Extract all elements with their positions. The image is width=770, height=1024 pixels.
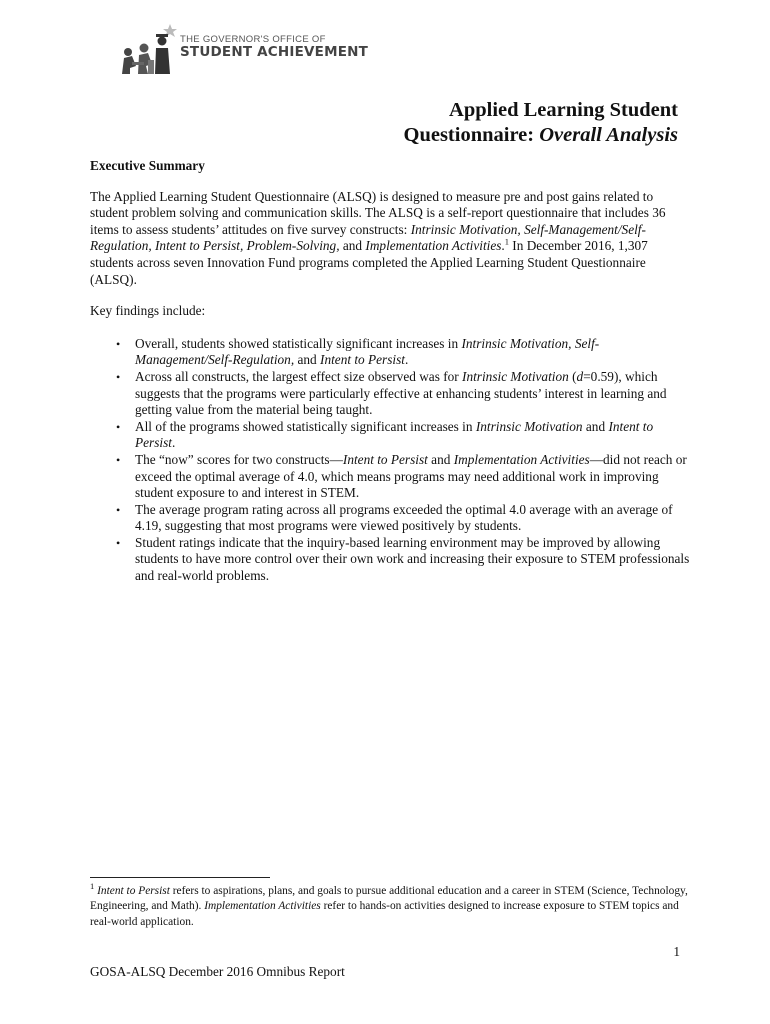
summary-italic-implementation: Implementation Activities	[365, 238, 502, 254]
list-item	[90, 336, 690, 369]
finding-italic: Intrinsic Motivation, Self-Management/Self-Regulation,	[135, 335, 600, 368]
summary-paragraph	[90, 189, 690, 289]
logo-text-line2: STUDENT ACHIEVEMENT	[180, 44, 369, 60]
document-body	[90, 158, 690, 585]
finding-text: .	[171, 435, 176, 451]
bullet-icon: •	[116, 419, 121, 434]
finding-text: The average program rating across all programs exceeded the optimal 4.0 average with an average of 4.19, suggesting that most programs were viewed positively by students.	[135, 501, 673, 534]
title-line-2	[278, 123, 678, 148]
page-number: 1	[673, 944, 680, 959]
finding-text: (	[568, 368, 577, 384]
list-item	[90, 369, 690, 419]
finding-text: Student ratings indicate that the inquiry-based learning environment may be improved by allowing students to have more control over their own work and increasing their exposure to STEM professionals and real-world problems.	[135, 534, 690, 584]
footnote-text-1: refers to aspirations, plans, and goals to pursue additional education and a career in STEM (Science, Technology, Engineering, and Math).	[90, 885, 688, 913]
students-graduate-logo-icon	[118, 22, 186, 74]
finding-text: All of the programs showed statistically significant increases in	[135, 418, 476, 434]
footnote-marker: 1	[90, 881, 95, 892]
gosa-logo	[118, 18, 369, 74]
executive-summary-heading: Executive Summary	[90, 158, 205, 173]
finding-text: and	[582, 418, 609, 434]
finding-text: .	[404, 352, 409, 368]
list-item	[90, 452, 690, 502]
finding-text: Overall, students showed statistically significant increases in	[135, 335, 462, 351]
bullet-icon: •	[116, 502, 121, 517]
logo-text-line1: THE GOVERNOR'S OFFICE OF	[180, 34, 326, 45]
finding-italic: d	[576, 368, 584, 384]
footnote-italic-1: Intent to Persist	[97, 885, 170, 897]
finding-text: and	[294, 352, 321, 368]
summary-text-4: In December 2016, 1,307 students across seven Innovation Fund programs completed the Applied Learning Student Questionnaire (ALSQ).	[90, 238, 648, 287]
finding-text: and	[427, 451, 454, 467]
summary-italic-constructs: Intrinsic Motivation, Self-Management/Self-Regulation, Intent to Persist, Problem-Solving,	[90, 221, 646, 254]
report-footer: GOSA-ALSQ December 2016 Omnibus Report	[90, 964, 345, 979]
bullet-icon: •	[116, 369, 121, 384]
key-findings-intro: Key findings include:	[90, 303, 206, 319]
key-findings-list	[90, 336, 690, 585]
footnote-text-2: refer to hands-on activities designed to increase exposure to STEM topics and real-world application.	[90, 900, 679, 928]
finding-italic: Intrinsic Motivation	[462, 368, 569, 384]
finding-italic: Intent to Persist	[320, 352, 405, 368]
summary-text-1: The Applied Learning Student Questionnaire (ALSQ) is designed to measure pre and post gains related to student problem solving and communication skills. The ALSQ is a self-report questionnaire that includes 36 items to assess students’ attitudes on five survey constructs:	[90, 188, 666, 237]
finding-italic: Intent to Persist	[135, 418, 654, 451]
title-line-2-prefix: Questionnaire:	[403, 124, 540, 146]
finding-italic: Intrinsic Motivation	[475, 418, 583, 434]
bullet-icon: •	[116, 535, 121, 550]
footnote	[90, 881, 690, 930]
list-item	[90, 419, 690, 452]
finding-text: Across all constructs, the largest effect size observed was for	[135, 368, 463, 384]
title-line-1: Applied Learning Student	[449, 99, 678, 121]
finding-text: —did not reach or exceed the optimal average of 4.0, which means programs may need additional work in improving student exposure to and interest in STEM.	[135, 451, 687, 501]
summary-text-2: and	[339, 238, 366, 254]
finding-text: =0.59), which suggests that the programs were particularly effective at enhancing students’ interest in learning and getting value from the material being taught.	[135, 368, 667, 418]
footnote-reference[interactable]: 1	[504, 236, 509, 247]
list-item	[90, 502, 690, 535]
bullet-icon: •	[116, 336, 121, 351]
title-line-2-italic: Overall Analysis	[539, 124, 678, 146]
finding-italic: Implementation Activities	[453, 451, 590, 467]
list-item	[90, 535, 690, 585]
finding-text: The “now” scores for two constructs—	[135, 451, 343, 467]
footnote-divider	[90, 877, 270, 878]
summary-text-3: .	[501, 238, 505, 254]
document-title	[278, 98, 678, 148]
finding-italic: Intent to Persist	[342, 451, 428, 467]
footnote-italic-2: Implementation Activities	[204, 900, 321, 913]
bullet-icon: •	[116, 452, 121, 467]
